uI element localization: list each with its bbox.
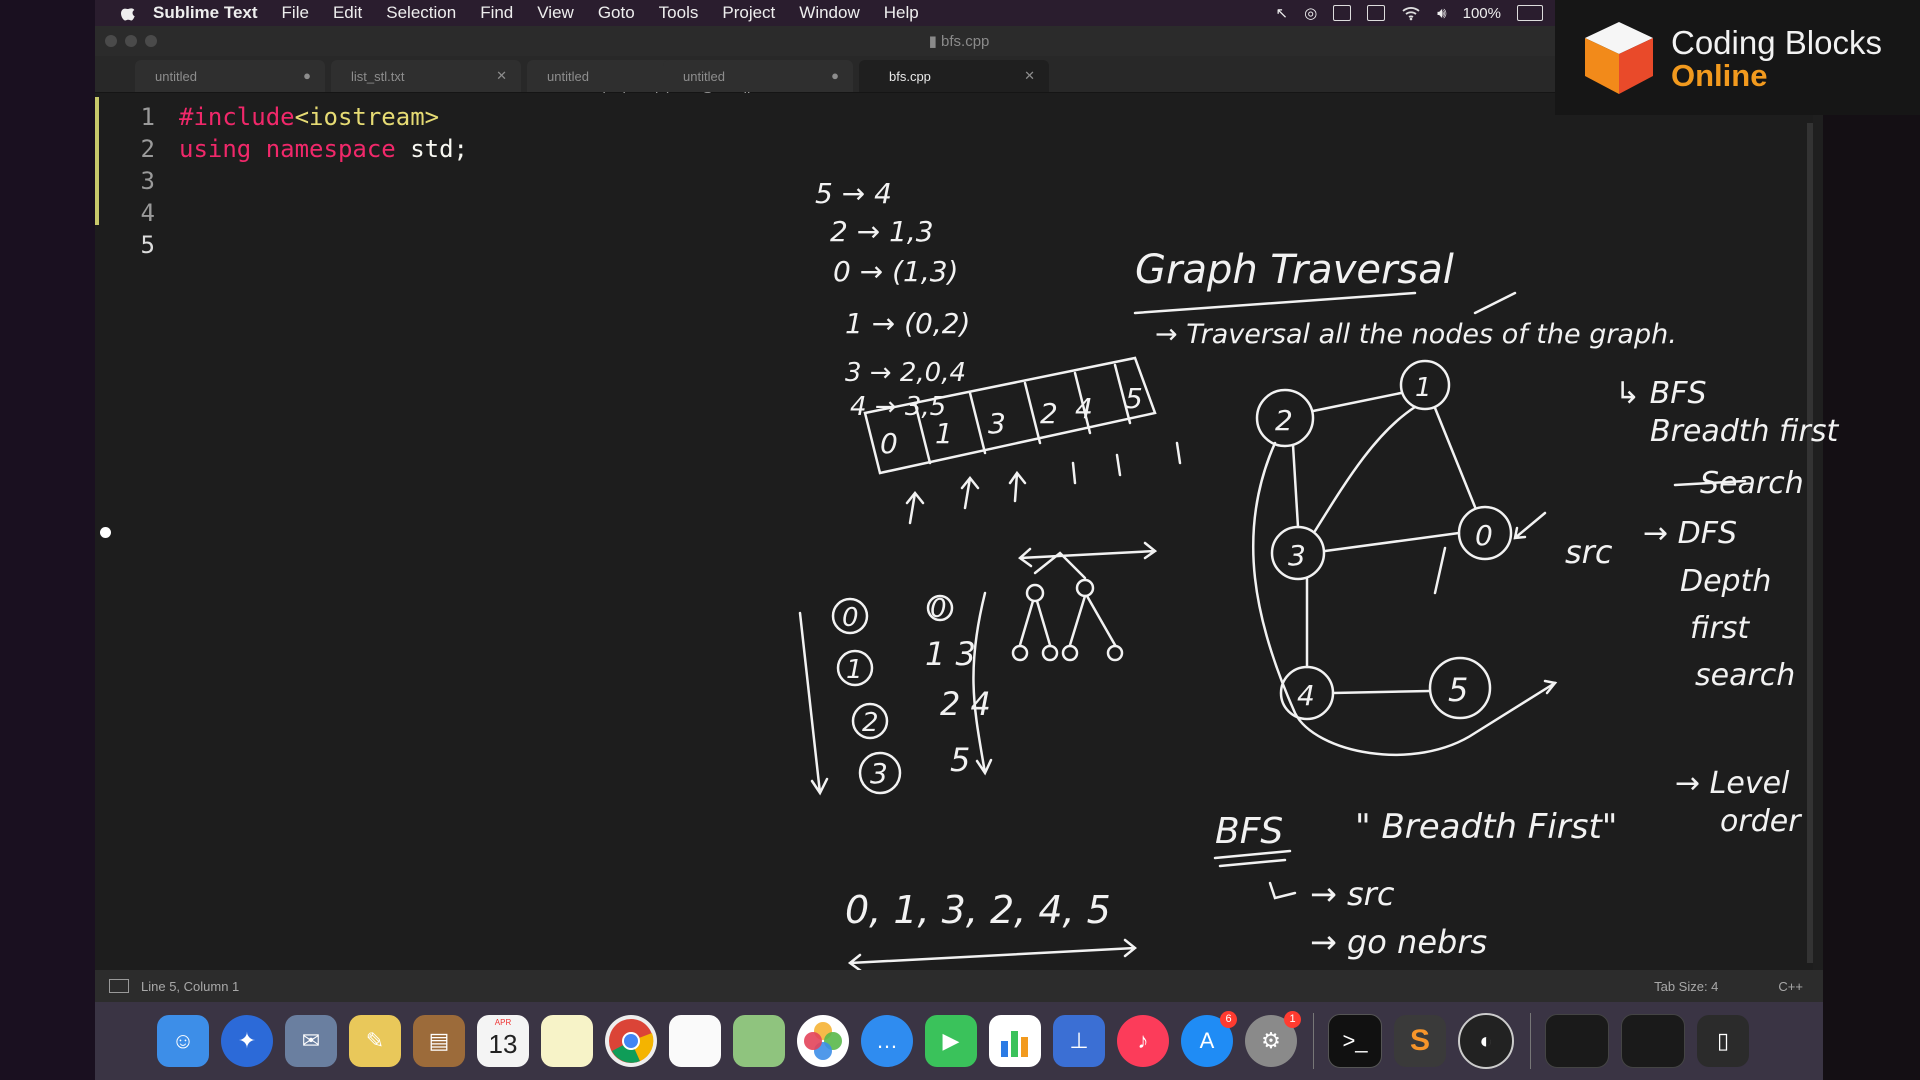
- sublime-window: [95, 26, 1839, 1002]
- graph-node-label: 1: [1415, 373, 1432, 403]
- itunes-icon[interactable]: ♪: [1117, 1015, 1169, 1067]
- safari-icon[interactable]: ✦: [221, 1015, 273, 1067]
- battery-percent: 100%: [1462, 4, 1501, 22]
- app-store-badge: 6: [1220, 1011, 1237, 1028]
- modified-lines-marker: [95, 97, 99, 225]
- queue-item: 4: [1075, 392, 1093, 425]
- file-icon: ▮: [928, 33, 942, 50]
- level-nodes: 0: [930, 594, 947, 624]
- menu-file[interactable]: File: [281, 3, 309, 22]
- minimized-window-2[interactable]: [1621, 1014, 1685, 1068]
- level-number: 3: [870, 757, 888, 790]
- bfs-note: ↳ BFS: [1615, 376, 1707, 411]
- level-number: 2: [862, 708, 879, 738]
- system-preferences-icon[interactable]: ⚙ 1: [1245, 1015, 1297, 1067]
- terminal-icon[interactable]: >_: [1328, 1014, 1382, 1068]
- src-label: src: [1565, 533, 1613, 571]
- level-nodes: 2 4: [940, 685, 991, 723]
- menu-window[interactable]: Window: [799, 3, 860, 22]
- queue-item: 3: [988, 407, 1006, 440]
- volume-icon[interactable]: 🔊︎: [1437, 4, 1447, 22]
- menu-selection[interactable]: Selection: [386, 3, 457, 22]
- logo-line-1: Coding Blocks: [1671, 24, 1882, 61]
- queue-item: 2: [1040, 397, 1058, 430]
- obs-icon[interactable]: ◐: [1458, 1013, 1514, 1069]
- coding-blocks-logo: [1555, 0, 1920, 115]
- line-number: 3: [140, 167, 155, 195]
- tab-size-selector[interactable]: Tab Size: 4: [1654, 978, 1719, 994]
- dock: [95, 1002, 1823, 1080]
- line-number: 5: [140, 231, 155, 259]
- system-preferences-badge: 1: [1284, 1011, 1301, 1028]
- battery-icon[interactable]: [1517, 5, 1543, 21]
- menu-find[interactable]: Find: [480, 3, 514, 22]
- finder-icon[interactable]: ☺: [157, 1015, 209, 1067]
- sync-icon[interactable]: ◎: [1304, 5, 1318, 22]
- logo-line-2: Online: [1671, 58, 1768, 93]
- dfs-full-2: first: [1690, 611, 1750, 646]
- status-area: [1276, 0, 1544, 26]
- cursor-position: Line 5, Column 1: [141, 978, 240, 994]
- status-bar: [95, 970, 1823, 1002]
- adj-line: 5 → 4: [815, 177, 892, 210]
- graph-node-label: 5: [1448, 671, 1469, 709]
- adj-line: 0 → (1,3): [833, 255, 959, 288]
- close-tab-icon[interactable]: ✕: [496, 68, 507, 83]
- level-number: 0: [842, 603, 859, 633]
- graph-node-label: 2: [1275, 404, 1293, 437]
- queue-item: 0: [880, 427, 898, 460]
- sublime-text-icon[interactable]: S: [1394, 1015, 1446, 1067]
- dock-separator: [1530, 1013, 1531, 1069]
- adj-line: 3 → 2,0,4: [845, 358, 967, 388]
- apple-icon[interactable]: [115, 0, 141, 26]
- cursor-icon[interactable]: ↖: [1275, 5, 1289, 22]
- whiteboard-drawing: [715, 153, 1865, 1053]
- reminders-icon[interactable]: [669, 1015, 721, 1067]
- graph-node-label: 0: [1475, 519, 1493, 552]
- contacts-icon[interactable]: ▤: [413, 1015, 465, 1067]
- level-order-1: → Level: [1675, 766, 1790, 801]
- menu-view[interactable]: View: [537, 3, 574, 22]
- menu-tools[interactable]: Tools: [658, 3, 699, 22]
- maps-icon[interactable]: [733, 1015, 785, 1067]
- code-editor[interactable]: [95, 93, 1839, 970]
- trash-icon[interactable]: ▯: [1697, 1015, 1749, 1067]
- calendar-icon[interactable]: APR 13: [477, 1015, 529, 1067]
- bfs-full-1: Breadth first: [1650, 414, 1839, 449]
- modified-dot-icon[interactable]: ●: [303, 68, 311, 83]
- dock-separator: [1313, 1013, 1314, 1069]
- code-line-2[interactable]: using namespace std;: [179, 135, 468, 163]
- close-tab-icon[interactable]: ✕: [1024, 68, 1035, 83]
- level-nodes: 5: [950, 741, 971, 779]
- code-line-1[interactable]: #include<iostream>: [179, 103, 440, 131]
- dfs-full-1: Depth: [1680, 564, 1772, 599]
- display-icon[interactable]: [1367, 5, 1385, 21]
- menubar: [95, 0, 1555, 26]
- desktop-left-strip: [0, 0, 95, 1080]
- queue-item: 1: [935, 417, 953, 450]
- menu-goto[interactable]: Goto: [597, 3, 635, 22]
- dfs-note: → DFS: [1643, 516, 1738, 551]
- window-title: ▮ bfs.cpp: [928, 33, 990, 50]
- traversal-subtitle: → Traversal all the nodes of the graph.: [1155, 319, 1677, 350]
- tab-bfs-cpp[interactable]: bfs.cpp ✕: [859, 60, 1049, 92]
- modified-dot-icon[interactable]: ●: [831, 68, 839, 83]
- queue-item: 5: [1125, 382, 1143, 415]
- tab-untitled-3[interactable]: untitled ●: [663, 60, 853, 92]
- numbers-icon[interactable]: [989, 1015, 1041, 1067]
- adj-line: 4 → 3,5: [850, 392, 947, 422]
- cube-logo-icon: [1579, 18, 1659, 98]
- panel-toggle-icon[interactable]: [109, 979, 129, 993]
- level-nodes: 1 3: [925, 635, 976, 673]
- syntax-selector[interactable]: C++: [1778, 978, 1803, 994]
- textedit-icon[interactable]: ✎: [349, 1015, 401, 1067]
- step-src: → src: [1310, 875, 1395, 913]
- keynote-icon[interactable]: ⊥: [1053, 1015, 1105, 1067]
- step-go-nebrs: → go nebrs: [1310, 923, 1488, 961]
- photos-icon[interactable]: [797, 1015, 849, 1067]
- tab-untitled-2[interactable]: untitled: [527, 60, 697, 92]
- graph-node-label: 4: [1297, 679, 1315, 712]
- menu-app-name[interactable]: Sublime Text: [153, 3, 258, 22]
- messages-icon[interactable]: …: [861, 1015, 913, 1067]
- graph-traversal-title: Graph Traversal: [1135, 247, 1454, 293]
- menu-help[interactable]: Help: [883, 3, 919, 22]
- level-number: 1: [846, 655, 863, 685]
- line-number: 2: [140, 135, 155, 163]
- notes-icon[interactable]: [541, 1015, 593, 1067]
- menu-edit[interactable]: Edit: [332, 3, 363, 22]
- wifi-icon[interactable]: [1401, 5, 1421, 21]
- facetime-icon[interactable]: ▶: [925, 1015, 977, 1067]
- breakpoint-dot: [100, 527, 111, 538]
- level-order-2: order: [1720, 804, 1801, 839]
- line-number: 4: [140, 199, 155, 227]
- menu-project[interactable]: Project: [722, 3, 776, 22]
- adj-line: 2 → 1,3: [830, 215, 934, 248]
- mail-icon[interactable]: ✉: [285, 1015, 337, 1067]
- minimized-window-1[interactable]: [1545, 1014, 1609, 1068]
- graph-node-label: 3: [1288, 539, 1306, 572]
- app-store-icon[interactable]: A 6: [1181, 1015, 1233, 1067]
- tab-untitled-1[interactable]: untitled ●: [135, 60, 325, 92]
- breadth-first-quote: " Breadth First": [1355, 807, 1618, 847]
- bfs-heading: BFS: [1215, 811, 1284, 852]
- adj-line: 1 → (0,2): [845, 307, 971, 340]
- chrome-icon[interactable]: [605, 1015, 657, 1067]
- dfs-full-3: search: [1695, 658, 1796, 693]
- bfs-order: 0, 1, 3, 2, 4, 5: [845, 888, 1111, 932]
- line-number: 1: [140, 103, 155, 131]
- screen-icon[interactable]: [1333, 5, 1351, 21]
- tab-list-stl[interactable]: list_stl.txt ✕: [331, 60, 521, 92]
- bfs-full-2: Search: [1700, 466, 1804, 501]
